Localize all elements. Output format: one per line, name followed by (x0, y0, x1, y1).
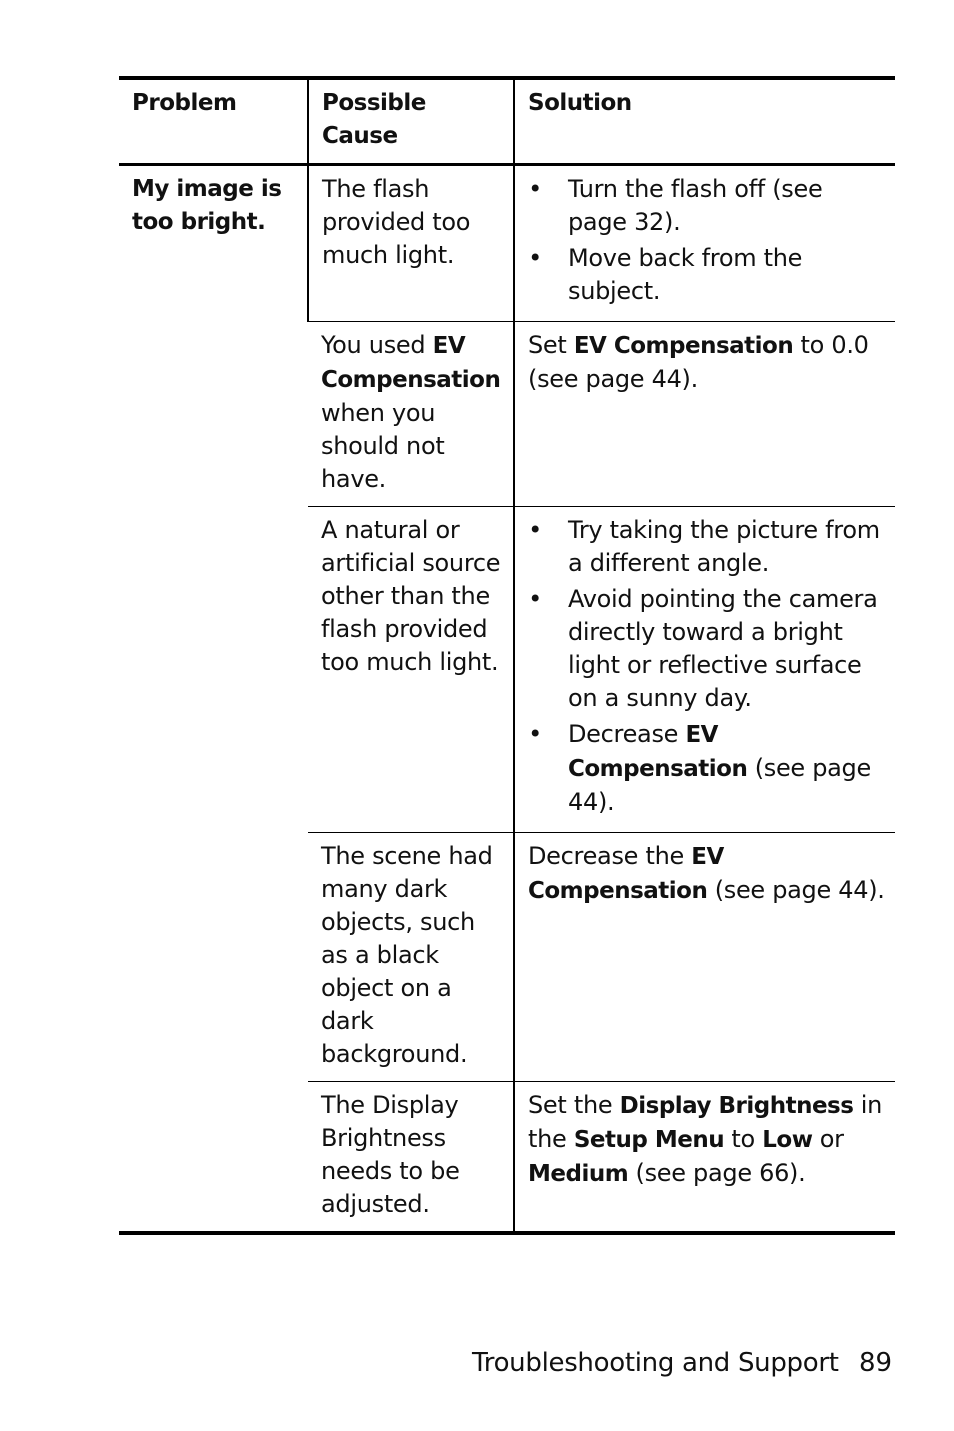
text-run: Try taking the picture from a different angle. (568, 516, 880, 577)
header-possible-cause: Possible Cause (308, 78, 514, 165)
possible-cause-cell (308, 1082, 514, 1234)
text-run: or (812, 1125, 844, 1153)
bold-term: EV Compensation (573, 333, 794, 359)
bullet-icon: • (528, 244, 542, 272)
text-run: (see page 44). (707, 876, 885, 904)
possible-cause-cell (308, 507, 514, 833)
page-number: 89 (859, 1348, 893, 1378)
problem-cell: My image is too bright. (132, 176, 282, 235)
text-run: Decrease (568, 720, 686, 748)
bullet-icon: • (528, 720, 542, 748)
bold-term: EV Compensation (528, 844, 724, 904)
footer-section-title: Troubleshooting and Support (472, 1348, 839, 1378)
text-run: The scene had many dark objects, such as a black object on a dark background. (321, 842, 493, 1068)
table-body (119, 165, 895, 1234)
table-header-row (119, 78, 895, 165)
bold-term: Low (762, 1127, 813, 1153)
text-run: (see page 66). (628, 1159, 806, 1187)
text-run: Avoid pointing the camera directly toward a bright light or reflective surface on a sunny day. (568, 585, 878, 712)
text-run: A natural or artificial source other than the flash provided too much light. (321, 516, 501, 676)
possible-cause-cell (308, 322, 514, 507)
solution-cell (514, 165, 895, 322)
text-run: Set the (528, 1091, 620, 1119)
list-item (528, 583, 887, 715)
list-item (528, 242, 887, 308)
troubleshooting-table (119, 76, 895, 1235)
solution-bullet-list (528, 514, 887, 819)
text-run: when you should not have. (321, 399, 445, 493)
bullet-icon: • (528, 516, 542, 544)
text-run: to 0.0 (see page 44). (528, 331, 869, 393)
possible-cause-cell (308, 833, 514, 1082)
bold-term: Display Brightness (619, 1093, 854, 1119)
text-run: The Display Brightness needs to be adjusted. (321, 1091, 460, 1218)
list-item (528, 514, 887, 580)
solution-cell (514, 507, 895, 833)
solution-cell (514, 833, 895, 1082)
list-item (528, 718, 887, 819)
header-solution: Solution (514, 78, 895, 165)
bullet-icon: • (528, 585, 542, 613)
bold-term: Setup Menu (573, 1127, 725, 1153)
text-run: (see page 44). (568, 754, 871, 816)
text-run: in the (528, 1091, 883, 1153)
bold-term: Medium (528, 1161, 629, 1187)
table-row (119, 165, 895, 322)
list-item (528, 173, 887, 239)
text-run: to (724, 1125, 763, 1153)
text-run: You used (321, 331, 433, 359)
text-run: Decrease the (528, 842, 692, 870)
solution-bullet-list (528, 173, 887, 308)
solution-cell (514, 1082, 895, 1234)
header-problem: Problem (119, 78, 308, 165)
solution-cell (514, 322, 895, 507)
bullet-icon: • (528, 175, 542, 203)
text-run: The flash provided too much light. (322, 175, 471, 269)
bold-term: EV Compensation (568, 722, 748, 782)
possible-cause-cell (308, 165, 514, 322)
text-run: Move back from the subject. (568, 244, 803, 305)
text-run: Turn the flash off (see page 32). (568, 175, 823, 236)
text-run: Set (528, 331, 574, 359)
bold-term: EV Compensation (321, 333, 501, 393)
